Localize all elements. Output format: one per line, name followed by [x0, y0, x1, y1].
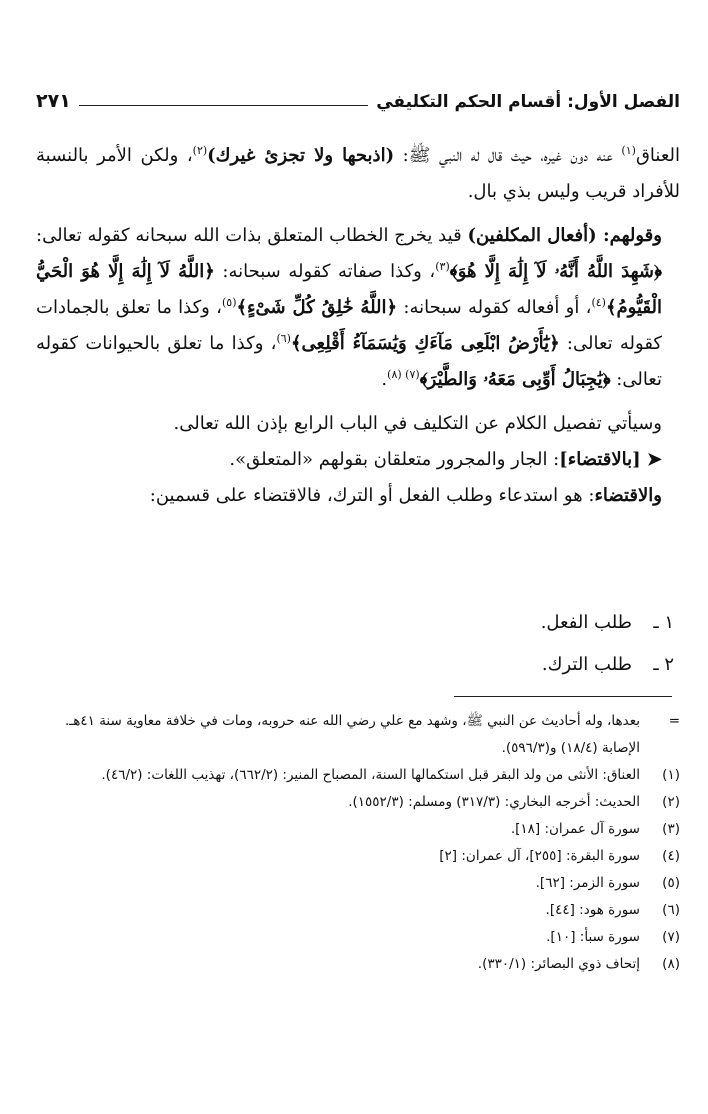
footnote: (٤) سورة البقرة: [٢٥٥]، آل عمران: [٢]: [439, 848, 680, 864]
page-number: ٢٧١: [36, 90, 71, 112]
footnote-ref: (٣): [435, 260, 450, 273]
quran-quote: ﴿يَٰٓأَرْضُ ابْلَعِى مَآءَكِ وَيَٰسَمَآءُ أَقْلِعِى﴾: [290, 333, 560, 354]
footnote-separator: [454, 696, 672, 697]
footnote-ref: (١): [621, 144, 636, 157]
footnote: = بعدها، وله أحاديث عن النبي ﷺ، وشهد مع علي رضي الله عنه حروبه، ومات في خلافة معاوية سنة ٤١هـ. الإصابة (١٨/٤) و(٥٩٦/٣).: [65, 713, 680, 756]
hadith-quote: (اذبحها ولا تجزئ غيرك): [207, 145, 395, 166]
quran-quote: ﴿يَٰجِبَالُ أَوِّبِى مَعَهُۥ وَالطَّيْرَ﴾: [419, 369, 611, 390]
quran-quote: ﴿اللَّهُ لَآ إِلَٰهَ إِلَّا هُوَ الْحَيُّ الْقَيُّومُ﴾: [36, 261, 662, 318]
chapter-title: الفصل الأول: أقسام الحكم التكليفي: [376, 92, 680, 112]
paragraph-3: وسيأتي تفصيل الكلام عن التكليف في الباب الرابع بإذن الله تعالى.: [173, 413, 662, 434]
quran-quote: ﴿شَهِدَ اللَّهُ أَنَّهُۥ لَآ إِلَٰهَ إِلَّا هُوَ﴾: [449, 261, 662, 282]
quran-quote: ﴿اللَّهُ خَٰلِقُ كُلِّ شَىْءٍ﴾: [236, 297, 398, 318]
footnote: (٢) الحديث: أخرجه البخاري: (٣١٧/٣) ومسلم: (١٥٥٢/٣).: [348, 794, 680, 810]
term: (أفعال المكلفين): [467, 225, 597, 246]
footnote-ref: (٤): [591, 296, 606, 309]
paragraph-5: والاقتضاء: هو استدعاء وطلب الفعل أو الترك، فالاقتضاء على قسمين:: [149, 485, 662, 506]
footnote: (٨) إتحاف ذوي البصائر: (٣٣٠/١).: [477, 956, 680, 972]
footnote: (١) العناق: الأنثى من ولد البقر قبل استكمالها السنة، المصباح المنير: (٦٦٢/٢)، تهذيب اللغات: (٤٦/٢).: [101, 767, 680, 783]
main-text: [36, 138, 680, 514]
paragraph-1: العناق$^{(١)}$ عنه دون غيره، حيث قال له النبي ﷺ: (اذبحها ولا تجزئ غيرك)$^{(٢)}$، ولكن الأمر بالنسبة للأفراد قريب وليس بذي بال.: [36, 144, 680, 202]
footnote-ref: (٦): [276, 332, 291, 345]
term: [بالاقتضاء]: [559, 449, 647, 470]
arrow-marker-icon: ➤: [646, 449, 662, 470]
term: والاقتضاء: [594, 485, 662, 506]
page-header: [36, 78, 680, 112]
list-item: ٢ ـطلب الترك.: [541, 654, 674, 675]
footnote: (٧) سورة سبأ: [١٠].: [546, 929, 680, 945]
paragraph-4: ➤ [بالاقتضاء]: الجار والمجرور متعلقان بقولهم «المتعلق».: [229, 449, 662, 470]
footnote-ref: (٥): [221, 296, 237, 309]
footnote-ref: (٢): [192, 144, 208, 157]
numbered-list: [541, 602, 674, 686]
header-rule: [79, 105, 368, 106]
footnote: (٣) سورة آل عمران: [١٨].: [510, 821, 680, 837]
footnotes: [36, 708, 680, 978]
footnote: (٦) سورة هود: [٤٤].: [545, 902, 680, 918]
paragraph-2: وقولهم: (أفعال المكلفين) قيد يخرج الخطاب المتعلق بذات الله سبحانه كقوله تعالى: ﴿شَهِدَ اللَّهُ أَنَّهُۥ لَآ إِلَٰهَ إِلَّا هُوَ﴾$^{(٣)}$، وكذا صفاته كقوله سبحانه: ﴿اللَّهُ لَآ إِلَٰهَ إِلَّا هُوَ الْحَيُّ الْقَيُّومُ﴾$^{(٤)}$، أو أفعاله كقوله سبحانه: ﴿اللَّهُ خَٰلِقُ كُلِّ شَىْءٍ﴾$^{(٥)}$، وكذا ما تعلق بالجمادات كقوله تعالى: ﴿يَٰٓأَرْضُ ابْلَعِى مَآءَكِ وَيَٰسَمَآءُ أَقْلِعِى﴾$^{(٦)}$، وكذا ما تعلق بالحيوانات كقوله تعالى: ﴿يَٰجِبَالُ أَوِّبِى مَعَهُۥ وَالطَّيْرَ﴾$^{(٧) (٨)}$.: [36, 225, 662, 390]
list-item: ١ ـطلب الفعل.: [540, 612, 674, 633]
footnote-ref: (٧) (٨): [387, 368, 420, 381]
footnote: (٥) سورة الزمر: [٦٢].: [535, 875, 680, 891]
